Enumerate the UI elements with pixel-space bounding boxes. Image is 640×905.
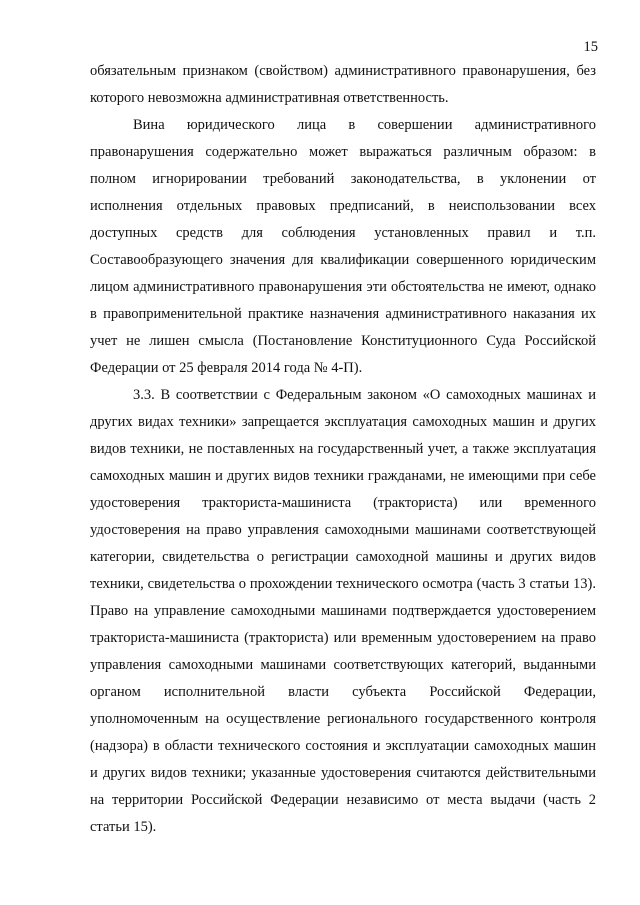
- paragraph-continuation: обязательным признаком (свойством) административного правонарушения, без которого невозможна административная ответственность.: [90, 63, 596, 106]
- document-body: [90, 58, 596, 841]
- page-number: 15: [583, 39, 598, 55]
- paragraph-guilt-of-legal-entity: Вина юридического лица в совершении административного правонарушения содержательно может выражаться различным образом: в полном игнорировании требований законодательства, в уклонении от исполнения отдельных правовых предписаний, в неиспользовании всех доступных средств для соблюдения установленных правил и т.п. Составообразующего значения для квалификации совершенного юридическим лицом административного правонарушения эти обстоятельства не имеют, однако в правоприменительной практике назначения административного наказания их учет не лишен смысла (Постановление Конституционного Суда Российской Федерации от 25 февраля 2014 года № 4-П).: [90, 117, 596, 376]
- paragraph-section-3-3: 3.3. В соответствии с Федеральным законом «О самоходных машинах и других видах техники» запрещается эксплуатация самоходных машин и других видов техники, не поставленных на государственный учет, а также эксплуатация самоходных машин и других видов техники гражданами, не имеющими при себе удостоверения тракториста-машиниста (тракториста) или временного удостоверения на право управления самоходными машинами соответствующей категории, свидетельства о регистрации самоходной машины и других видов техники, свидетельства о прохождении технического осмотра (часть 3 статьи 13). Право на управление самоходными машинами подтверждается удостоверением тракториста-машиниста (тракториста) или временным удостоверением на право управления самоходными машинами соответствующих категорий, выданными органом исполнительной власти субъекта Российской Федерации, уполномоченным на осуществление регионального государственного контроля (надзора) в области технического состояния и эксплуатации самоходных машин и других видов техники; указанные удостоверения считаются действительными на территории Российской Федерации независимо от места выдачи (часть 2 статьи 15).: [90, 387, 596, 835]
